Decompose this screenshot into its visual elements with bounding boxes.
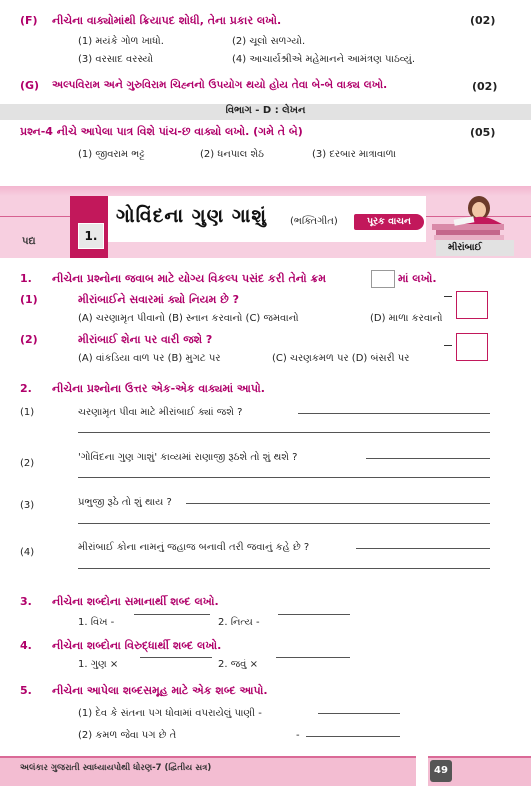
q1-2-options: (A) વાંકડિયા વાળ પર (B) મુગટ પર bbox=[78, 353, 221, 364]
q3-item-2: 2. નિત્ય - bbox=[218, 617, 260, 628]
q3-text: નીચેના શબ્દોના સમાનાર્થી શબ્દ લખો. bbox=[52, 595, 219, 608]
question-f-label: (F) bbox=[20, 14, 38, 27]
q5-item-1: (1) દેવ કે સંતના પગ ધોવામાં વપરાયેલું પાણી - bbox=[78, 708, 262, 719]
lesson-author: મીરાંબાઈ bbox=[448, 242, 482, 253]
f-item-1: (1) મયંકે ગોળ ખાધો. bbox=[78, 36, 164, 47]
question-g-marks: (02) bbox=[472, 80, 498, 93]
q5-item-2-dash: - bbox=[296, 730, 300, 741]
q2-3-answer-line[interactable] bbox=[186, 503, 490, 504]
q2-1-answer-line-2[interactable] bbox=[78, 432, 490, 433]
q2-3-number: (3) bbox=[20, 500, 35, 511]
q1-2-last-option: (C) ચરણકમળ પર (D) બંસરી પર bbox=[272, 353, 410, 364]
section-d-heading: વિભાગ - D : લેખન bbox=[225, 105, 306, 116]
section-d-question: પ્રશ્ન-4 નીચે આપેલા પાત્ર વિશે પાંચ-છ વાક્યો લખો. (ગમે તે બે) bbox=[20, 125, 303, 138]
q2-1-number: (1) bbox=[20, 407, 35, 418]
q1-2-question: મીરાંબાઈ શેના પર વારી જશે ? bbox=[78, 333, 213, 346]
q1-text-after: માં લખો. bbox=[398, 272, 437, 285]
q4-number: 4. bbox=[20, 639, 32, 652]
q2-1-answer-line[interactable] bbox=[298, 413, 490, 414]
f-item-3: (3) વરસાદ વરસ્યો bbox=[78, 54, 154, 65]
q4-item-2: 2. જવું × bbox=[218, 659, 258, 670]
q2-4-answer-line[interactable] bbox=[356, 548, 490, 549]
q2-number: 2. bbox=[20, 382, 32, 395]
q2-4-question: મીરાંબાઈ કોના નામનું જહાજ બનાવી તરી જવાનું કહે છે ? bbox=[78, 542, 310, 553]
q5-text: નીચેના આપેલા શબ્દસમૂહ માટે એક શબ્દ આપો. bbox=[52, 684, 268, 697]
q1-1-number: (1) bbox=[20, 293, 38, 306]
q1-2-number: (2) bbox=[20, 333, 38, 346]
q3-answer-line-1[interactable] bbox=[134, 614, 210, 615]
lesson-number: 1. bbox=[78, 223, 104, 249]
reading-girl-illustration bbox=[424, 190, 524, 242]
q2-3-answer-line-2[interactable] bbox=[78, 523, 490, 524]
q1-1-question: મીરાંબાઈને સવારમાં ક્યો નિયમ છે ? bbox=[78, 293, 239, 306]
q2-1-question: ચરણામૃત પીવા માટે મીરાંબાઈ ક્યાં જશે ? bbox=[78, 407, 243, 418]
question-g-label: (G) bbox=[20, 79, 40, 92]
d-item-3: (3) દરબાર માત્રાવાળા bbox=[312, 149, 396, 160]
question-g-text: અલ્પવિરામ અને ગુરુવિરામ ચિહ્નનો ઉપયોગ થયો હોય તેવા બે-બે વાક્ય લખો. bbox=[52, 79, 388, 91]
q4-answer-line-2[interactable] bbox=[276, 657, 350, 658]
q3-number: 3. bbox=[20, 595, 32, 608]
q5-answer-line-1[interactable] bbox=[318, 713, 400, 714]
footer-text: અલંકાર ગુજરાતી સ્વાધ્યાયપોથી ધોરણ-7 (દ્વિતીય સત્ર) bbox=[20, 763, 212, 773]
q3-item-1: 1. વિખ - bbox=[78, 617, 115, 628]
q1-number: 1. bbox=[20, 272, 32, 285]
q5-number: 5. bbox=[20, 684, 32, 697]
question-f-marks: (02) bbox=[470, 14, 496, 27]
q2-2-answer-line-2[interactable] bbox=[78, 477, 490, 478]
f-item-4: (4) આચાર્યશ્રીએ મહેમાનને આમંત્રણ પાઠવ્યું. bbox=[232, 54, 415, 65]
q3-answer-line-2[interactable] bbox=[278, 614, 350, 615]
f-item-2: (2) ચૂલો સળગ્યો. bbox=[232, 36, 306, 47]
q1-2-answer-box[interactable] bbox=[456, 333, 488, 361]
lesson-type: પદ્ય bbox=[22, 236, 36, 247]
q5-item-2: (2) કમળ જેવા પગ છે તે bbox=[78, 730, 177, 741]
lesson-subtitle: (ભક્તિગીત) bbox=[290, 216, 338, 227]
lesson-title: ગોવિંદના ગુણ ગાશું bbox=[116, 205, 268, 227]
q1-text: નીચેના પ્રશ્નોના જવાબ માટે યોગ્ય વિકલ્પ પસંદ કરી તેનો ક્રમ bbox=[52, 272, 327, 285]
q2-4-number: (4) bbox=[20, 547, 35, 558]
q5-answer-line-2[interactable] bbox=[306, 736, 400, 737]
q2-3-question: પ્રભુજી રૂઠે તો શું થાય ? bbox=[78, 497, 172, 508]
q4-answer-line-1[interactable] bbox=[140, 657, 212, 658]
q2-2-question: 'ગોવિંદના ગુણ ગાશું' કાવ્યમાં રાણાજી રૂઠશે તો શું થશે ? bbox=[78, 452, 298, 463]
q2-2-answer-line[interactable] bbox=[366, 458, 490, 459]
q1-1-last-option: (D) માળા કરવાનો bbox=[370, 313, 443, 324]
d-item-1: (1) જીવરામ ભટ્ટ bbox=[78, 149, 145, 160]
d-item-2: (2) ધનપાલ શેઠ bbox=[200, 149, 265, 160]
q2-text: નીચેના પ્રશ્નોના ઉત્તર એક-એક વાક્યમાં આપો. bbox=[52, 382, 265, 395]
q2-2-number: (2) bbox=[20, 458, 35, 469]
page-number: 49 bbox=[430, 760, 452, 782]
q4-item-1: 1. ગુણ × bbox=[78, 659, 119, 670]
question-f-text: નીચેના વાક્યોમાંથી ક્રિયાપદ શોધી, તેના પ્રકાર લખો. bbox=[52, 14, 282, 27]
q1-1-options: (A) ચરણામૃત પીવાનો (B) સ્નાન કરવાનો (C) જમવાનો bbox=[78, 313, 299, 324]
q2-4-answer-line-2[interactable] bbox=[78, 568, 490, 569]
q1-sample-answer-box bbox=[371, 270, 395, 288]
lesson-tag: પૂરક વાચન bbox=[354, 214, 424, 230]
q1-1-answer-box[interactable] bbox=[456, 291, 488, 319]
section-d-marks: (05) bbox=[470, 126, 496, 139]
q4-text: નીચેના શબ્દોના વિરુદ્ધાર્થી શબ્દ લખો. bbox=[52, 639, 222, 652]
